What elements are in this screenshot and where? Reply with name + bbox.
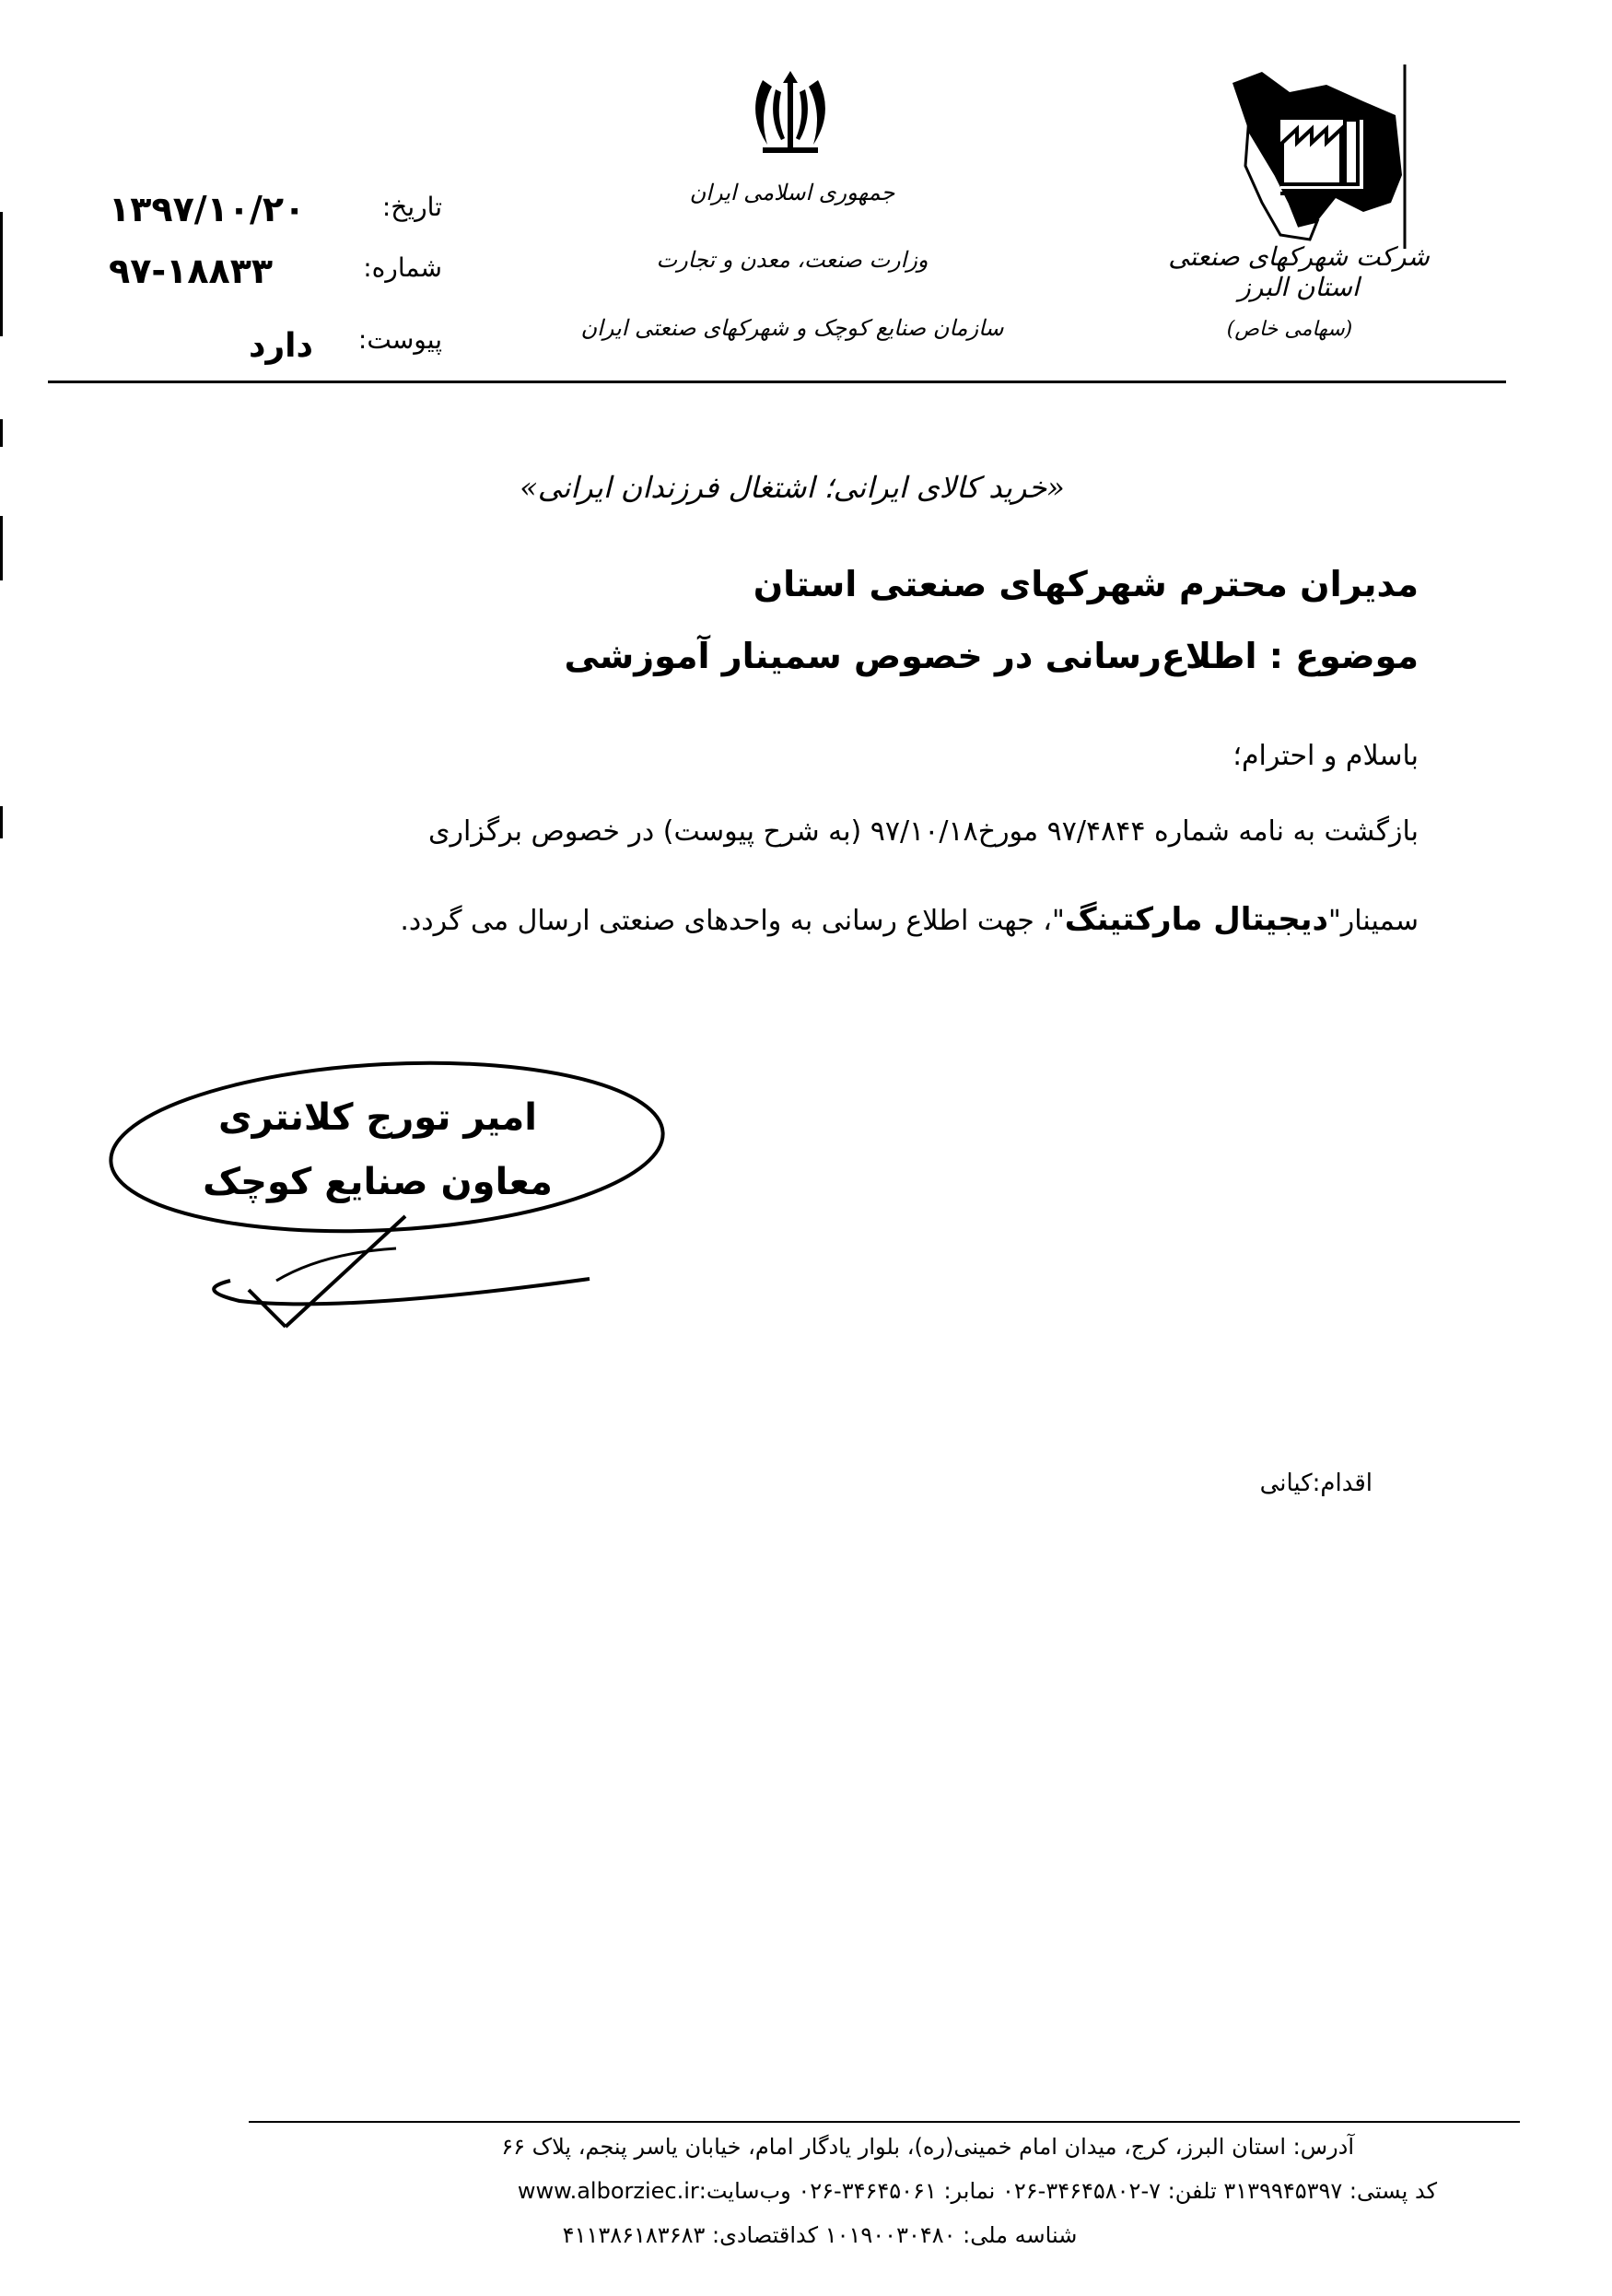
signatory-title: معاون صنایع کوچک: [203, 1161, 553, 1203]
recipient: مدیران محترم شهرکهای صنعتی استان: [753, 564, 1419, 604]
attachment-value: دارد: [248, 327, 313, 365]
scan-edge-mark: [0, 419, 3, 447]
company-name: شرکت شهرکهای صنعتی استان البرز: [1168, 241, 1430, 302]
greeting: باسلام و احترام؛: [1232, 740, 1419, 772]
date-value: ۱۳۹۷/۱۰/۲۰: [109, 189, 306, 229]
header-divider: [48, 381, 1506, 383]
body-line-1: بازگشت به نامه شماره ۹۷/۴۸۴۴ مورخ۹۷/۱۰/۱۸ (به شرح پیوست) در خصوص برگزاری: [427, 815, 1419, 848]
signatory-name: امیر تورج کلانتری: [217, 1096, 537, 1139]
seminar-title: دیجیتال مارکتینگ: [1064, 901, 1328, 938]
ministry-line: وزارت صنعت، معدن و تجارت: [656, 247, 929, 273]
body-line-2: [147, 901, 1419, 938]
company-type: (سهامی خاص): [1226, 318, 1353, 341]
organization-line: سازمان صنایع کوچک و شهرکهای صنعتی ایران: [580, 315, 1004, 341]
date-label: تاریخ:: [381, 192, 442, 222]
number-label: شماره:: [363, 252, 442, 283]
footer-divider: [249, 2121, 1520, 2123]
footer-ids: شناسه ملی: ۱۰۱۹۰۰۳۰۴۸۰ کداقتصادی: ۴۱۱۳۸۶۱۸۳۶۸۳: [562, 2222, 1078, 2248]
body-line-2-prefix: سمینار": [1327, 905, 1419, 937]
scan-edge-mark: [0, 212, 3, 336]
scan-edge-mark: [0, 806, 3, 838]
company-logo: [1225, 64, 1409, 249]
footer-address: آدرس: استان البرز، کرج، میدان امام خمینی(ره)، بلوار یادگار امام، خیابان یاسر پنجم، پلاک ۶۶: [501, 2134, 1354, 2160]
scan-edge-mark: [0, 516, 3, 580]
action-note: اقدام:کیانی: [1259, 1470, 1373, 1497]
country-line: جمهوری اسلامی ایران: [689, 180, 895, 205]
body-line-2-suffix: "، جهت اطلاع رسانی به واحدهای صنعتی ارسال می گردد.: [400, 905, 1065, 937]
number-value: ۹۷-۱۸۸۳۳: [109, 251, 274, 291]
subject: موضوع : اطلاع‌رسانی در خصوص سمینار آموزشی: [564, 636, 1419, 676]
attachment-label: پیوست:: [357, 324, 442, 355]
footer-contact: کد پستی: ۳۱۳۹۹۴۵۳۹۷ تلفن: ۷-۳۴۶۴۵۸۰۲-۰۲۶ نمابر: ۳۴۶۴۵۰۶۱-۰۲۶ وب‌سایت:www.alborziec.ir: [517, 2178, 1437, 2204]
slogan: «خرید کالای ایرانی؛ اشتغال فرزندان ایرانی»: [520, 470, 1065, 505]
iran-emblem-icon: [744, 66, 836, 158]
